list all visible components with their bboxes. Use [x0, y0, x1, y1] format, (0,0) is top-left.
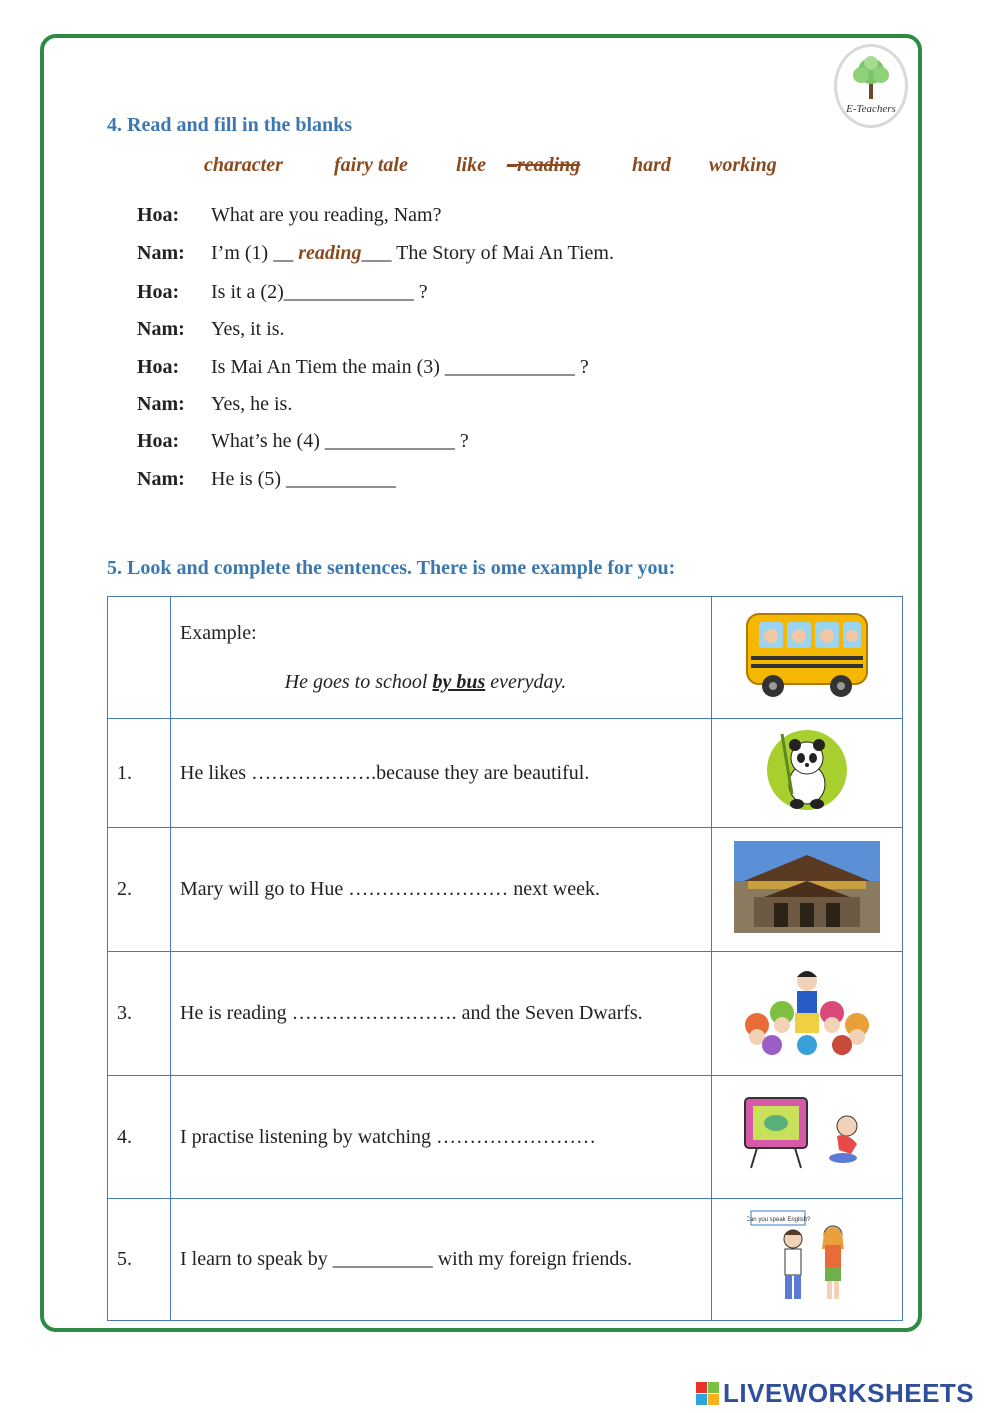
speaker: Nam: — [137, 468, 185, 490]
table-row — [108, 719, 903, 828]
row-sentence[interactable]: I practise listening by watching …………………… — [171, 1076, 712, 1199]
line-text-pre: I’m (1) __ — [211, 242, 299, 264]
example-sentence: He goes to school by bus everyday. — [284, 670, 567, 693]
word-bank-item: working — [709, 154, 777, 176]
dialogue-line — [137, 430, 469, 453]
row-sentence[interactable]: Mary will go to Hue …………………… next week. — [171, 828, 712, 952]
row-number: 4. — [108, 1076, 171, 1199]
dialogue-line — [137, 281, 428, 304]
line-text-blank-3[interactable]: Is Mai An Tiem the main (3) _____________ ? — [211, 356, 589, 378]
dialogue-line — [137, 318, 285, 341]
example-cell — [171, 597, 712, 719]
section-4-heading: 4. Read and fill in the blanks — [107, 114, 353, 136]
liveworksheets-brand — [696, 1378, 974, 1409]
dialogue-line — [137, 356, 589, 379]
example-label: Example: — [180, 621, 257, 644]
line-text-post: ___ The Story of Mai An Tiem. — [361, 242, 614, 264]
row-sentence[interactable]: He likes ……………….because they are beautiful. — [171, 719, 712, 828]
table-row-example — [108, 597, 903, 719]
line-text: What are you reading, Nam? — [211, 204, 442, 226]
logo-text: E-Teachers — [846, 103, 896, 115]
word-bank-item: fairy tale — [334, 154, 408, 176]
speaker: Hoa: — [137, 356, 180, 378]
line-text-blank-4[interactable]: What’s he (4) _____________ ? — [211, 430, 469, 452]
e-teachers-logo — [834, 44, 908, 128]
children-talking-image — [712, 1199, 903, 1321]
speaker: Nam: — [137, 318, 185, 340]
table-row — [108, 828, 903, 952]
dialogue-line — [137, 468, 396, 491]
liveworksheets-logo-icon — [696, 1382, 719, 1405]
speaker: Hoa: — [137, 204, 180, 226]
section-5-heading: 5. Look and complete the sentences. There is ome example for you: — [107, 557, 676, 579]
word-bank-item: hard — [632, 154, 671, 176]
speaker: Nam: — [137, 393, 185, 415]
row-number — [108, 597, 171, 719]
table-row — [108, 1199, 903, 1321]
line-text: Yes, he is. — [211, 393, 293, 415]
exercise-table — [107, 596, 903, 1321]
speaker: Hoa: — [137, 430, 180, 452]
dialogue-line — [137, 393, 292, 416]
row-number: 2. — [108, 828, 171, 952]
brand-text: LIVEWORKSHEETS — [723, 1378, 975, 1408]
table-row — [108, 1076, 903, 1199]
speech-bubble-text: Can you speak English? — [747, 1216, 811, 1223]
table-row — [108, 952, 903, 1076]
row-number: 5. — [108, 1199, 171, 1321]
line-text-blank-5[interactable]: He is (5) ___________ — [211, 468, 396, 490]
school-bus-image — [712, 597, 903, 719]
row-sentence[interactable]: I learn to speak by __________ with my foreign friends. — [171, 1199, 712, 1321]
row-number: 1. — [108, 719, 171, 828]
line-text: Yes, it is. — [211, 318, 285, 340]
word-bank-item: like — [456, 154, 486, 176]
row-sentence[interactable]: He is reading ……………………. and the Seven Dwarfs. — [171, 952, 712, 1076]
speaker: Nam: — [137, 242, 185, 264]
speaker: Hoa: — [137, 281, 180, 303]
example-answer: by bus — [432, 670, 486, 693]
dialogue-line — [137, 242, 614, 265]
snow-white-dwarfs-image — [712, 952, 903, 1076]
line-text-blank-2[interactable]: Is it a (2)_____________ ? — [211, 281, 428, 303]
word-bank-item: character — [204, 154, 283, 176]
row-number: 3. — [108, 952, 171, 1076]
blank-1-answer[interactable]: reading — [298, 242, 362, 264]
child-watching-tv-image — [712, 1076, 903, 1199]
panda-image — [712, 719, 903, 828]
word-bank-item-used: –reading — [507, 154, 581, 176]
dialogue-line — [137, 204, 441, 227]
hue-citadel-image — [712, 828, 903, 952]
